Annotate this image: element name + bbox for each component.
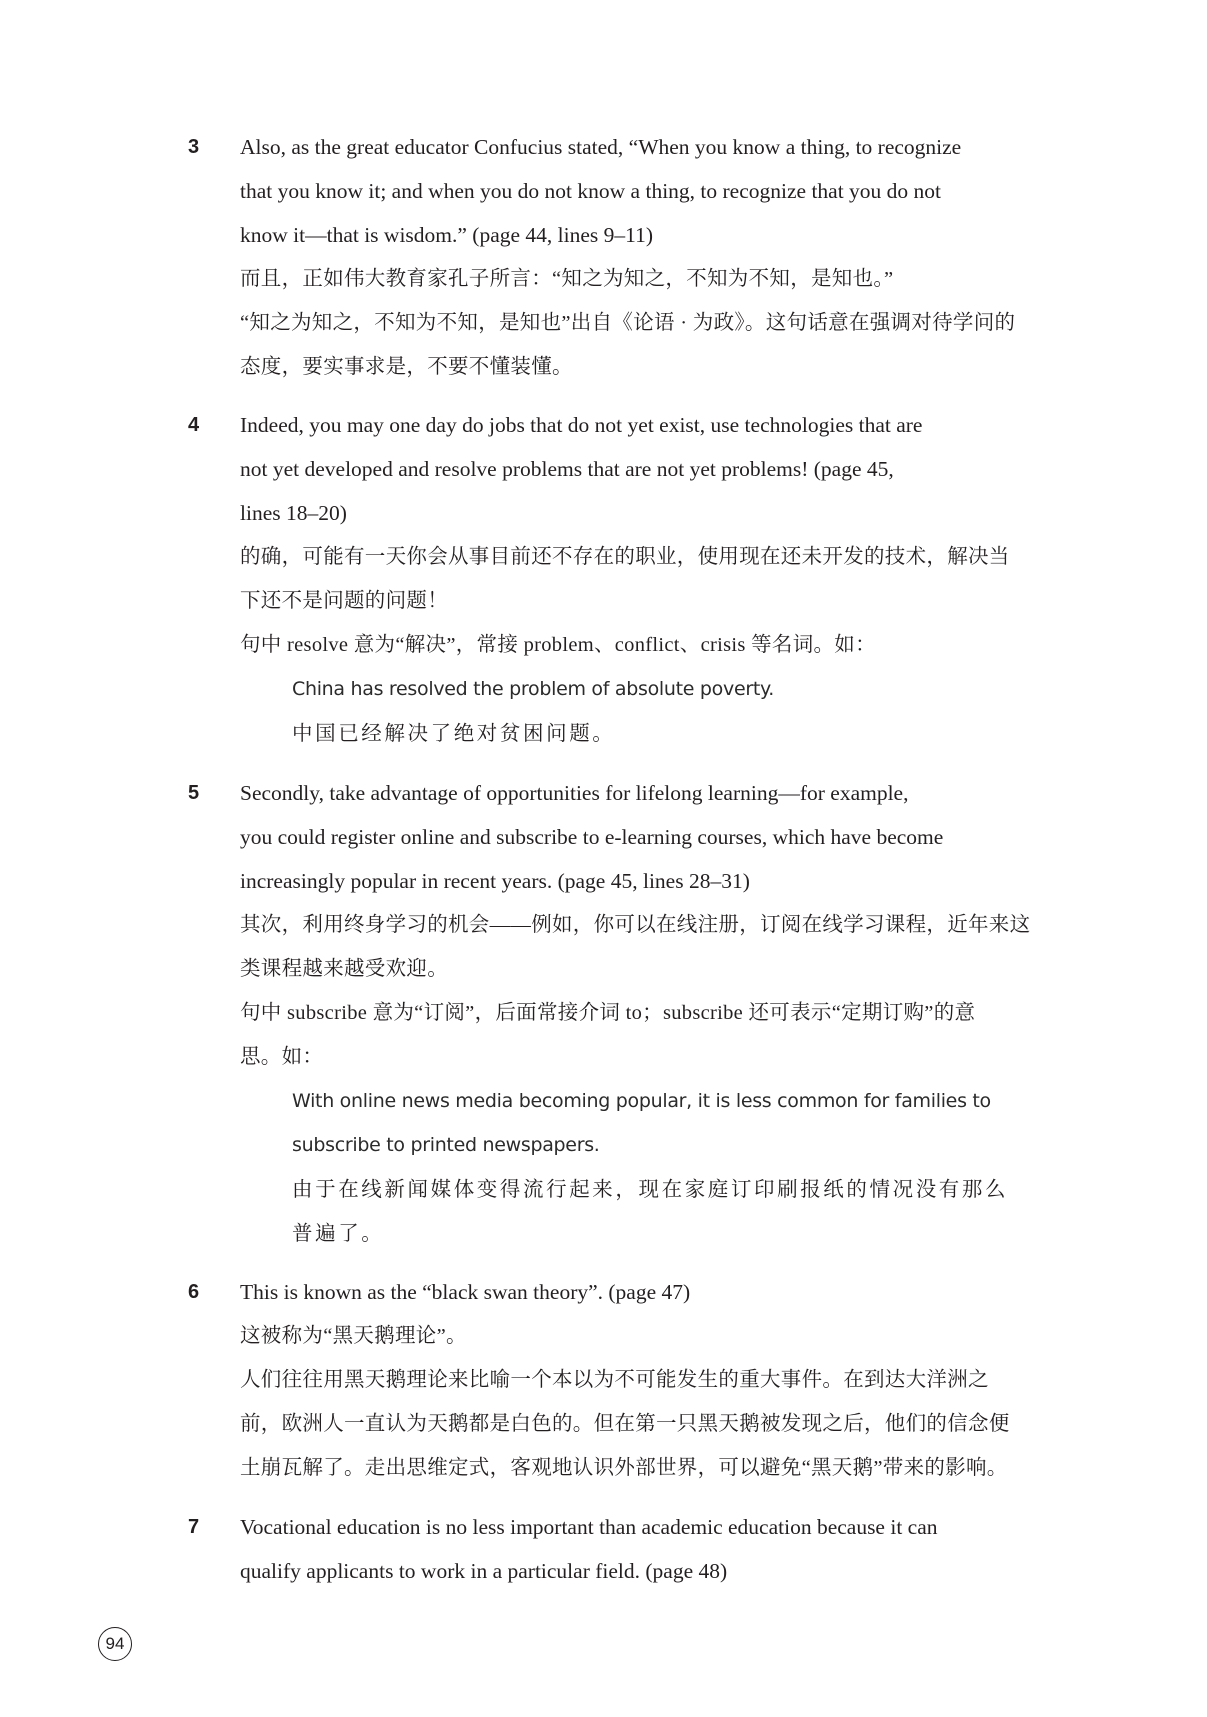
chinese-translation-line: 这被称为“黑天鹅理论”。 [240,1325,467,1347]
explanation-line: “知之为知之，不知为不知，是知也”出自《论语 · 为政》。这句话意在强调对待学问的 [240,312,1016,334]
example-sentence: China has resolved the problem of absolute poverty. [292,678,774,700]
example-translation: 普遍了。 [292,1221,385,1245]
entry-number: 5 [188,782,200,804]
note-entry-4 [188,403,1068,755]
entry-body [240,125,1068,389]
explanation-line: 句中 resolve 意为“解决”，常接 problem、conflict、crisis 等名词。如： [240,634,876,656]
chinese-translation-line: 的确，可能有一天你会从事目前还不存在的职业，使用现在还未开发的技术，解决当 [240,546,1010,568]
example-sentence: subscribe to printed newspapers. [292,1134,600,1156]
explanation-line: 人们往往用黑天鹅理论来比喻一个本以为不可能发生的重大事件。在到达大洋洲之 [240,1369,989,1391]
example-sentence: With online news media becoming popular, it is less common for families to [292,1090,991,1112]
english-sentence-line: you could register online and subscribe to e-learning courses, which have become [240,825,944,849]
english-sentence-line: Secondly, take advantage of opportunities for lifelong learning—for example, [240,781,909,805]
english-sentence-line: know it—that is wisdom.” (page 44, lines 9–11) [240,223,654,247]
english-sentence-line: increasingly popular in recent years. (page 45, lines 28–31) [240,869,750,893]
entry-number: 3 [188,136,200,158]
english-sentence-line: Also, as the great educator Confucius stated, “When you know a thing, to recognize [240,135,962,159]
english-sentence-line: qualify applicants to work in a particular field. (page 48) [240,1559,728,1583]
example-translation: 由于在线新闻媒体变得流行起来，现在家庭订印刷报纸的情况没有那么 [292,1177,1009,1201]
example-block [292,667,1068,755]
entry-body [240,1270,1068,1490]
chinese-translation-line: 下还不是问题的问题！ [240,590,448,612]
entry-number: 7 [188,1516,200,1538]
entry-number: 4 [188,414,200,436]
entry-body [240,1505,1068,1593]
chinese-translation-line: 而且，正如伟大教育家孔子所言：“知之为知之，不知为不知，是知也。” [240,268,894,290]
explanation-line: 前，欧洲人一直认为天鹅都是白色的。但在第一只黑天鹅被发现之后，他们的信念便 [240,1413,1010,1435]
english-sentence-line: This is known as the “black swan theory”. (page 47) [240,1280,691,1304]
english-sentence-line: not yet developed and resolve problems that are not yet problems! (page 45, [240,457,894,481]
english-sentence-line: Vocational education is no less important than academic education because it can [240,1515,938,1539]
entry-body [240,771,1068,1255]
english-sentence-line: lines 18–20) [240,501,347,525]
entry-body [240,403,1068,755]
example-block [292,1079,1068,1255]
english-sentence-line: that you know it; and when you do not know a thing, to recognize that you do not [240,179,942,203]
chinese-translation-line: 其次，利用终身学习的机会——例如，你可以在线注册，订阅在线学习课程，近年来这 [240,914,1031,936]
page-number: 94 [98,1627,132,1661]
explanation-line: 态度，要实事求是，不要不懂装懂。 [240,356,573,378]
example-translation: 中国已经解决了绝对贫困问题。 [292,721,616,745]
note-entry-7 [188,1505,1068,1593]
english-sentence-line: Indeed, you may one day do jobs that do not yet exist, use technologies that are [240,413,923,437]
note-entry-5 [188,771,1068,1255]
explanation-line: 句中 subscribe 意为“订阅”，后面常接介词 to；subscribe 还可表示“定期订购”的意 [240,1002,976,1024]
note-entry-6 [188,1270,1068,1490]
explanation-line: 思。如： [240,1046,324,1068]
explanation-line: 土崩瓦解了。走出思维定式，客观地认识外部世界，可以避免“黑天鹅”带来的影响。 [240,1457,1008,1479]
note-entry-3 [188,125,1068,389]
entry-number: 6 [188,1281,200,1303]
chinese-translation-line: 类课程越来越受欢迎。 [240,958,448,980]
